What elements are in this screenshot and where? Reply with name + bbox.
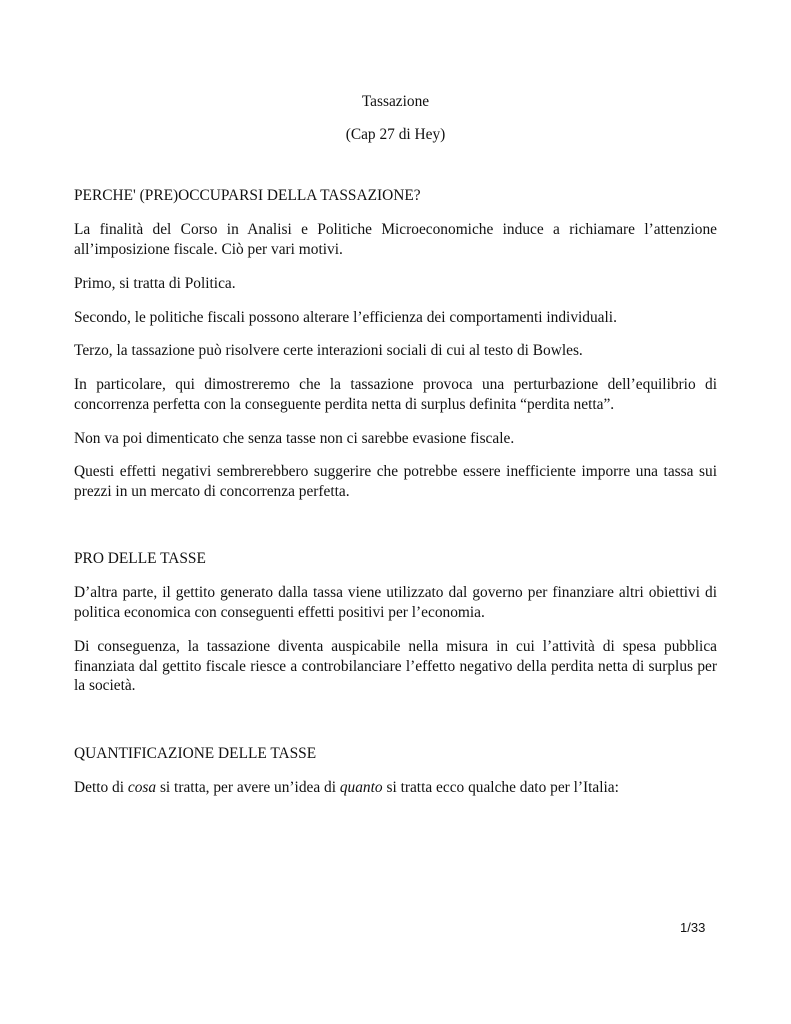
- paragraph: Questi effetti negativi sembrerebbero suggerire che potrebbe essere inefficiente imporre una tassa sui prezzi in un mercato di concorrenza perfetta.: [74, 463, 717, 500]
- paragraph: D’altra parte, il gettito generato dalla tassa viene utilizzato dal governo per finanziare altri obiettivi di politica economica con conseguenti effetti positivi per l’economia.: [74, 584, 717, 621]
- text-run: Detto di: [74, 779, 128, 796]
- paragraph: Terzo, la tassazione può risolvere certe interazioni sociali di cui al testo di Bowles.: [74, 342, 583, 359]
- document-title: Tassazione: [361, 93, 430, 110]
- text-run: si tratta ecco qualche dato per l’Italia:: [382, 779, 619, 796]
- paragraph: La finalità del Corso in Analisi e Politiche Microeconomiche induce a richiamare l’attenzione all’imposizione fiscale. Ciò per vari motivi.: [74, 221, 717, 258]
- intro-line: [74, 778, 717, 798]
- paragraph: Primo, si tratta di Politica.: [74, 275, 236, 292]
- section-heading-pro: PRO DELLE TASSE: [74, 550, 206, 567]
- paragraph: Non va poi dimenticato che senza tasse non ci sarebbe evasione fiscale.: [74, 430, 515, 447]
- paragraph: Secondo, le politiche fiscali possono alterare l’efficienza dei comportamenti individuali.: [74, 309, 617, 326]
- paragraph: Di conseguenza, la tassazione diventa auspicabile nella misura in cui l’attività di spesa pubblica finanziata dal gettito fiscale riesce a controbilanciare l’effetto negativo della perdita netta di surplus per la società.: [74, 638, 717, 694]
- emphasis-cosa: cosa: [127, 779, 157, 796]
- emphasis-quanto: quanto: [339, 779, 383, 796]
- paragraph: In particolare, qui dimostreremo che la tassazione provoca una perturbazione dell’equilibrio di concorrenza perfetta con la conseguente perdita netta di surplus definita “perdita netta”.: [74, 376, 717, 413]
- page-number: 1/33: [680, 920, 706, 935]
- document-subtitle: (Cap 27 di Hey): [345, 126, 446, 143]
- text-run: si tratta, per avere un’idea di: [156, 779, 340, 796]
- section-heading-quantificazione: QUANTIFICAZIONE DELLE TASSE: [74, 745, 317, 762]
- section-heading-perche: PERCHE' (PRE)OCCUPARSI DELLA TASSAZIONE?: [74, 187, 421, 204]
